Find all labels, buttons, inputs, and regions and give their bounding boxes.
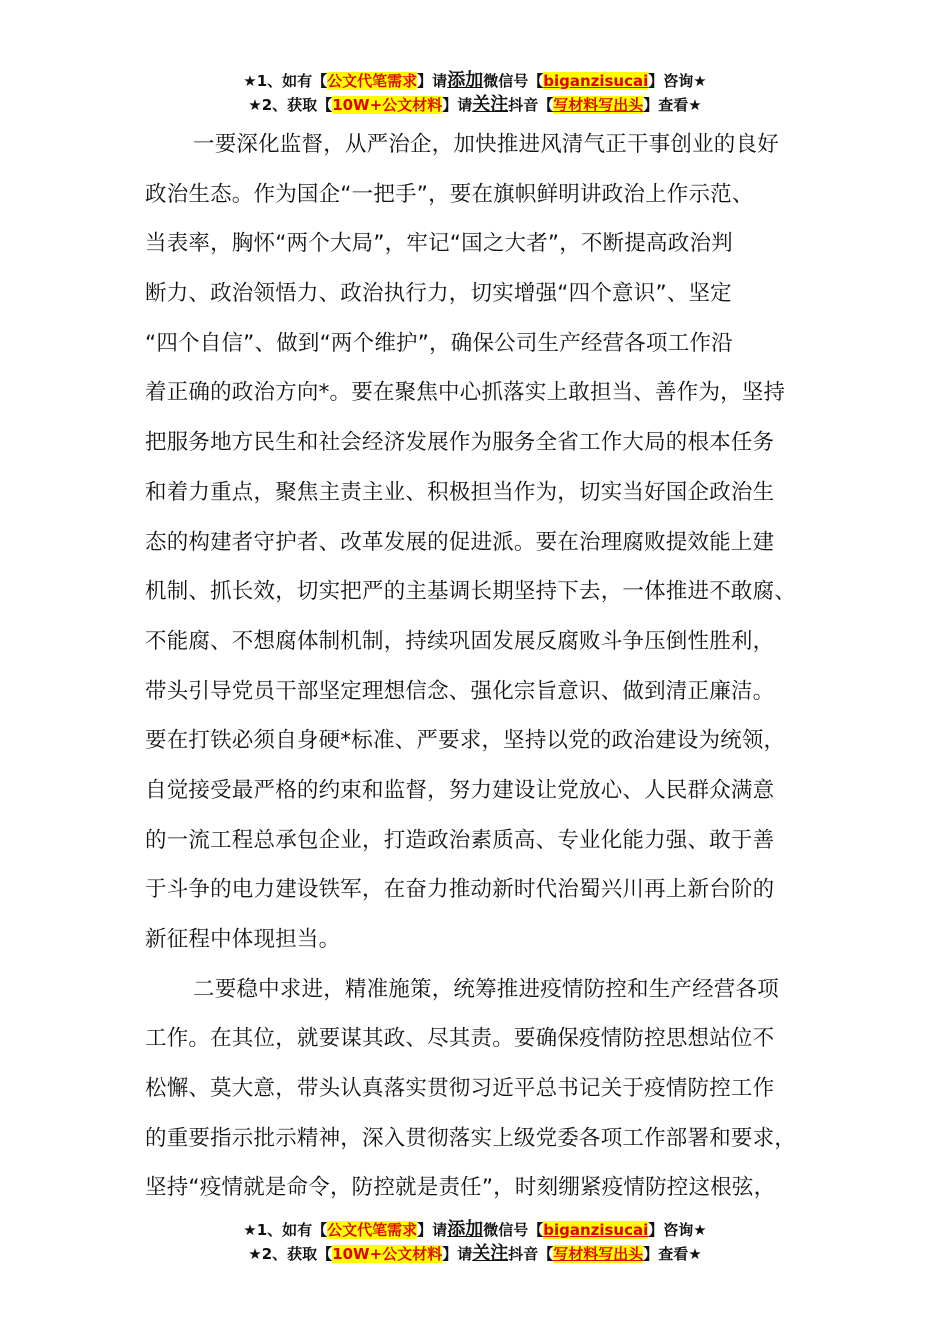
banner-text: 】咨询★ [648, 72, 707, 90]
banner-text: ★2、获取【 [248, 1245, 333, 1263]
text-line: “四个自信”、做到“两个维护”，确保公司生产经营各项工作沿 [145, 330, 733, 356]
wechat-id: biganzisucai [543, 1221, 649, 1239]
banner-text: 】请 [442, 1245, 473, 1263]
text-line: 于斗争的电力建设铁军，在奋力推动新时代治蜀兴川再上新台阶的 [145, 877, 775, 903]
text-line: 机制、抓长效，切实把严的主基调长期坚持下去，一体推进不敢腐、 [145, 579, 797, 605]
header-banner [0, 69, 950, 117]
text-line: 政治生态。作为国企“一把手”，要在旗帜鲜明讲政治上作示范、 [145, 181, 754, 207]
text-line: 和着力重点，聚焦主责主业、积极担当作为，切实当好国企政治生 [145, 479, 775, 505]
text-line: 着正确的政治方向*。要在聚焦中心抓落实上敢担当、善作为，坚持 [145, 380, 786, 406]
emphasis-text: 关注 [472, 1243, 509, 1264]
highlight-text: 公文代笔需求 [327, 72, 418, 90]
banner-text: 微信号【 [483, 1221, 544, 1239]
footer-banner [0, 1218, 950, 1266]
paragraph [145, 972, 825, 1220]
emphasis-text: 添加 [447, 70, 484, 91]
text-line: 的一流工程总承包企业，打造政治素质高、专业化能力强、敢于善 [145, 827, 775, 853]
document-body [145, 127, 825, 1220]
text-line: 一要深化监督，从严治企，加快推进风清气正干事创业的良好 [193, 132, 779, 157]
text-line: 要在打铁必须自身硬*标准、严要求，坚持以党的政治建设为统领， [145, 728, 786, 754]
text-line: 工作。在其位，就要谋其政、尽其责。要确保疫情防控思想站位不 [145, 1026, 775, 1052]
text-line: 断力、政治领悟力、政治执行力，切实增强“四个意识”、坚定 [145, 281, 732, 307]
text-line: 把服务地方民生和社会经济发展作为服务全省工作大局的根本任务 [145, 430, 775, 456]
emphasis-text: 关注 [472, 94, 509, 115]
banner-line-1 [0, 69, 950, 93]
banner-text: 】请 [417, 72, 448, 90]
banner-text: 抖音【 [508, 1245, 554, 1263]
text-line: 不能腐、不想腐体制机制，持续巩固发展反腐败斗争压倒性胜利， [145, 628, 775, 654]
douyin-account: 写材料写出头 [553, 1245, 644, 1263]
text-line: 二要稳中求进，精准施策，统筹推进疫情防控和生产经营各项 [193, 976, 779, 1002]
highlight-text: 公文代笔需求 [327, 1221, 418, 1239]
banner-text: 微信号【 [483, 72, 544, 90]
banner-line-2 [0, 1242, 950, 1266]
banner-text: 】请 [442, 96, 473, 114]
banner-text: ★2、获取【 [248, 96, 333, 114]
wechat-id: biganzisucai [543, 72, 649, 90]
banner-text: 】查看★ [643, 96, 702, 114]
banner-text: 】查看★ [643, 1245, 702, 1263]
highlight-text: 10W+公文材料 [332, 1245, 443, 1263]
text-line: 松懈、莫大意，带头认真落实贯彻习近平总书记关于疫情防控工作 [145, 1076, 775, 1102]
banner-text: ★1、如有【 [243, 1221, 328, 1239]
text-line: 坚持“疫情就是命令，防控就是责任”，时刻绷紧疫情防控这根弦， [145, 1175, 776, 1201]
text-line: 新征程中体现担当。 [145, 927, 341, 952]
text-line: 态的构建者守护者、改革发展的促进派。要在治理腐败提效能上建 [145, 529, 775, 555]
text-line: 带头引导党员干部坚定理想信念、强化宗旨意识、做到清正廉洁。 [145, 678, 775, 704]
highlight-text: 10W+公文材料 [332, 96, 443, 114]
banner-text: 】咨询★ [648, 1221, 707, 1239]
banner-text: 】请 [417, 1221, 448, 1239]
douyin-account: 写材料写出头 [553, 96, 644, 114]
paragraph [145, 127, 825, 972]
text-line: 自觉接受最严格的约束和监督，努力建设让党放心、人民群众满意 [145, 777, 775, 803]
text-line: 当表率，胸怀“两个大局”，牢记“国之大者”，不断提高政治判 [145, 231, 733, 257]
text-line: 的重要指示批示精神，深入贯彻落实上级党委各项工作部署和要求， [145, 1125, 797, 1151]
banner-line-1 [0, 1218, 950, 1242]
banner-text: 抖音【 [508, 96, 554, 114]
emphasis-text: 添加 [447, 1219, 484, 1240]
banner-line-2 [0, 93, 950, 117]
banner-text: ★1、如有【 [243, 72, 328, 90]
